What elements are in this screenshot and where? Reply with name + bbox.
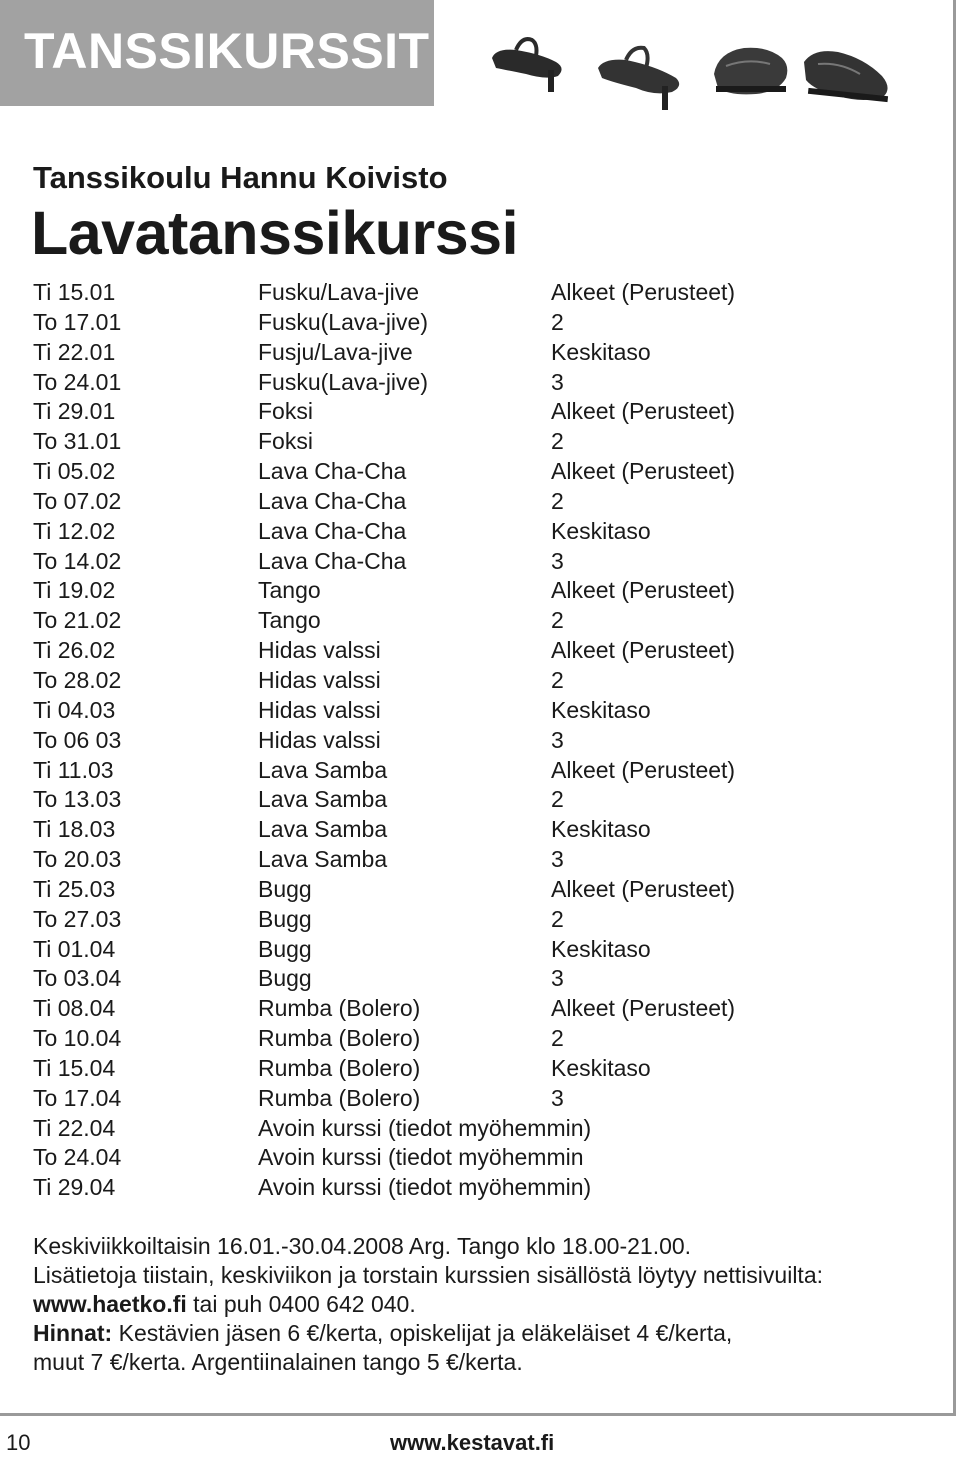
- schedule-level: 2: [551, 786, 564, 813]
- schedule-level: 2: [551, 428, 564, 455]
- schedule-dance: Lava Samba: [258, 846, 388, 873]
- schedule-date: To 06 03: [33, 726, 122, 753]
- schedule-dance: Fusku(Lava-jive): [258, 368, 428, 395]
- schedule-dance: Foksi: [258, 398, 313, 425]
- schedule-date: To 21.02: [33, 607, 122, 634]
- schedule-level: Keskitaso: [551, 517, 651, 544]
- schedule-date: To 17.01: [33, 308, 122, 335]
- schedule-level: 2: [551, 905, 564, 932]
- mens-shoe-1-icon: [714, 48, 787, 95]
- schedule-date: Ti 05.02: [33, 458, 116, 485]
- schedule-level: Keskitaso: [551, 696, 651, 723]
- schedule-level: Keskitaso: [551, 935, 651, 962]
- schedule-date: Ti 29.01: [33, 398, 116, 425]
- schedule-dance: Tango: [258, 577, 321, 604]
- schedule-date: Ti 01.04: [33, 935, 116, 962]
- schedule-dance: Bugg: [258, 935, 312, 962]
- page-title: Lavatanssikurssi: [31, 199, 519, 267]
- schedule-date: To 20.03: [33, 846, 122, 873]
- schedule-date: Ti 25.03: [33, 875, 116, 902]
- schedule-date: Ti 22.04: [33, 1114, 116, 1141]
- schedule-level: 3: [551, 1084, 564, 1111]
- schedule-date: To 07.02: [33, 487, 122, 514]
- schedule-level: Alkeet (Perusteet): [551, 756, 736, 783]
- schedule-dance: Rumba (Bolero): [258, 1054, 421, 1081]
- schedule-level: Keskitaso: [551, 816, 651, 843]
- schedule-date: To 31.01: [33, 428, 122, 455]
- schedule-level: 3: [551, 368, 564, 395]
- schedule-level: Alkeet (Perusteet): [551, 637, 736, 664]
- info-line-1: Keskiviikkoiltaisin 16.01.-30.04.2008 Arg. Tango klo 18.00-21.00.: [33, 1233, 692, 1259]
- schedule-dance: Rumba (Bolero): [258, 1025, 421, 1052]
- schedule-date: Ti 26.02: [33, 637, 116, 664]
- info-line-2: Lisätietoja tiistain, keskiviikon ja torstain kurssien sisällöstä löytyy nettisivuilta:: [33, 1262, 823, 1288]
- schedule-dance: Lava Cha-Cha: [258, 517, 407, 544]
- schedule-level: Alkeet (Perusteet): [551, 875, 736, 902]
- schedule-level: Alkeet (Perusteet): [551, 458, 736, 485]
- schedule-dance: Fusju/Lava-jive: [258, 338, 413, 365]
- schedule-date: To 10.04: [33, 1025, 122, 1052]
- website-link[interactable]: www.haetko.fi: [33, 1291, 187, 1317]
- schedule-level: Keskitaso: [551, 338, 651, 365]
- schedule-dance: Bugg: [258, 965, 312, 992]
- schedule-date: Ti 22.01: [33, 338, 116, 365]
- schedule-date: To 17.04: [33, 1084, 122, 1111]
- schedule-dance: Avoin kurssi (tiedot myöhemmin: [258, 1144, 584, 1171]
- schedule-date: To 24.01: [33, 368, 122, 395]
- ladies-shoe-2-icon: [598, 48, 679, 110]
- schedule-dance: Rumba (Bolero): [258, 995, 421, 1022]
- schedule-level: Keskitaso: [551, 1054, 651, 1081]
- prices-line-1: [33, 1319, 823, 1348]
- schedule-level: 2: [551, 607, 564, 634]
- phone-text: tai puh 0400 642 040.: [186, 1291, 416, 1317]
- schedule-dance: Tango: [258, 607, 321, 634]
- schedule-dance: Hidas valssi: [258, 726, 381, 753]
- schedule-dance: Avoin kurssi (tiedot myöhemmin): [258, 1114, 592, 1141]
- schedule-dance: Bugg: [258, 905, 312, 932]
- schedule-date: To 13.03: [33, 786, 122, 813]
- schedule-date: Ti 15.01: [33, 279, 116, 305]
- schedule-level: 3: [551, 726, 564, 753]
- footer-website[interactable]: www.kestavat.fi: [390, 1430, 555, 1455]
- schedule-date: To 14.02: [33, 547, 122, 574]
- prices-label: Hinnat:: [33, 1320, 113, 1346]
- prices-text-1: Kestävien jäsen 6 €/kerta, opiskelijat ja eläkeläiset 4 €/kerta,: [112, 1320, 733, 1346]
- ladies-shoe-1-icon: [492, 39, 562, 92]
- schedule-dance: Lava Samba: [258, 756, 388, 783]
- schedule-level: 2: [551, 308, 564, 335]
- schedule-level: 3: [551, 846, 564, 873]
- schedule-date: Ti 04.03: [33, 696, 116, 723]
- schedule-date: To 27.03: [33, 905, 122, 932]
- schedule-dance: Foksi: [258, 428, 313, 455]
- schedule-level: 2: [551, 487, 564, 514]
- schedule-dance: Rumba (Bolero): [258, 1084, 421, 1111]
- schedule-date: To 28.02: [33, 666, 122, 693]
- schedule-level: Alkeet (Perusteet): [551, 995, 736, 1022]
- schedule-date: Ti 29.04: [33, 1174, 116, 1201]
- schedule-dance: Hidas valssi: [258, 666, 381, 693]
- schedule-level: 2: [551, 1025, 564, 1052]
- schedule-dance: Fusku(Lava-jive): [258, 308, 428, 335]
- schedule-level: 3: [551, 547, 564, 574]
- schedule-dance: Lava Cha-Cha: [258, 487, 407, 514]
- schedule-dance: Lava Samba: [258, 816, 388, 843]
- page-number: 10: [6, 1430, 31, 1455]
- schedule-dance: Hidas valssi: [258, 696, 381, 723]
- schedule-level: 2: [551, 666, 564, 693]
- schedule-dance: Lava Cha-Cha: [258, 547, 407, 574]
- mens-shoe-2-icon: [804, 51, 888, 102]
- schedule-dance: Lava Samba: [258, 786, 388, 813]
- schedule-level: 3: [551, 965, 564, 992]
- schedule-date: Ti 11.03: [33, 756, 114, 783]
- schedule-date: Ti 15.04: [33, 1054, 116, 1081]
- header-title: TANSSIKURSSIT: [24, 23, 430, 79]
- dance-shoes-icon: [486, 18, 906, 118]
- schedule-level: Alkeet (Perusteet): [551, 279, 736, 305]
- schedule-date: To 24.04: [33, 1144, 122, 1171]
- schedule-level: Alkeet (Perusteet): [551, 577, 736, 604]
- schedule-date: To 03.04: [33, 965, 122, 992]
- schedule-dance: Avoin kurssi (tiedot myöhemmin): [258, 1174, 592, 1201]
- schedule-dance: Hidas valssi: [258, 637, 381, 664]
- schedule-date: Ti 12.02: [33, 517, 116, 544]
- schedule-dance: Bugg: [258, 875, 312, 902]
- school-name: Tanssikoulu Hannu Koivisto: [33, 160, 448, 195]
- schedule-dance: Lava Cha-Cha: [258, 458, 407, 485]
- schedule-date: Ti 18.03: [33, 816, 116, 843]
- schedule-date: Ti 08.04: [33, 995, 116, 1022]
- schedule-dance: Fusku/Lava-jive: [258, 279, 420, 305]
- prices-line-2: muut 7 €/kerta. Argentiinalainen tango 5 €/kerta.: [33, 1349, 523, 1375]
- header-banner: [0, 0, 434, 106]
- contact-line: [33, 1290, 823, 1319]
- schedule-date: Ti 19.02: [33, 577, 116, 604]
- schedule-level: Alkeet (Perusteet): [551, 398, 736, 425]
- info-section: [33, 1232, 823, 1377]
